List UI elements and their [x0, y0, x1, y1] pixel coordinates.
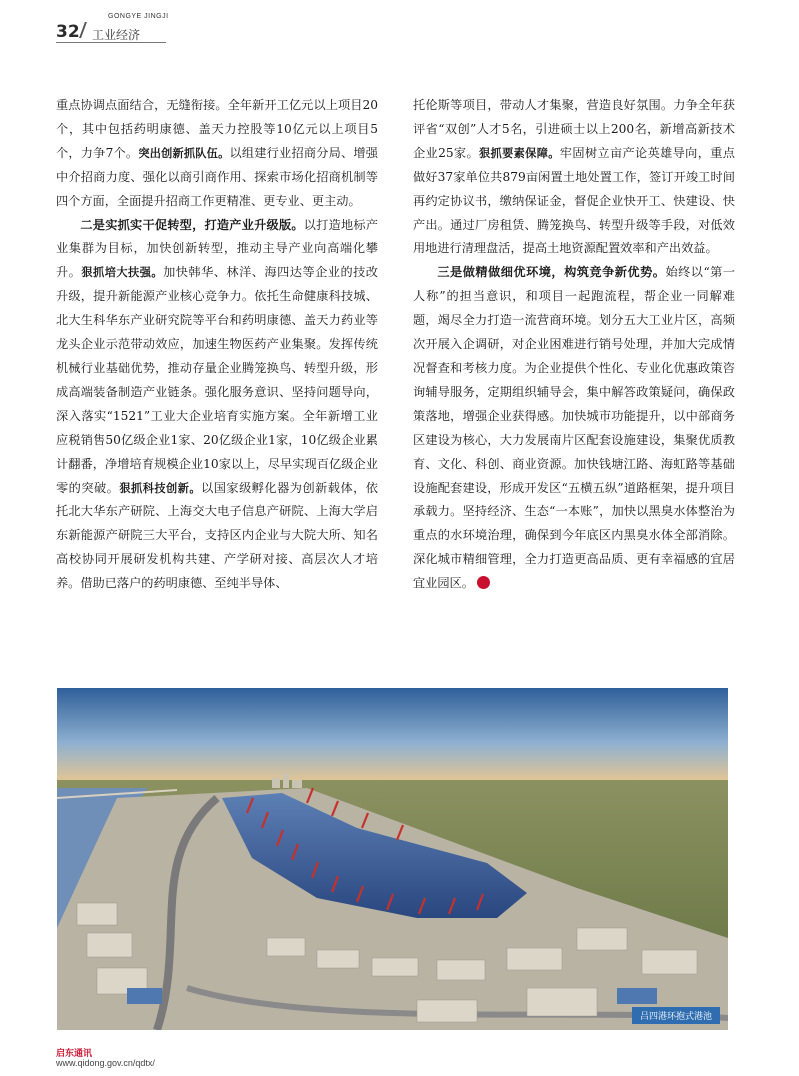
sub-heading-text: 突出创新抓队伍。: [138, 146, 230, 160]
body-text: 加快韩华、林洋、海四达等企业的技改升级，提升新能源产业核心竞争力。依托生命健康科技城、北大生科华东产业研究院等平台和药明康德、盖天力药业等龙头企业示范带动效应，加速生物医药产业集聚。发挥传统机械行业基础优势，推动存量企业腾笼换鸟、转型升级，形成高端装备制造产业链条。强化服务意识、坚持问题导向，深入落实“1521”工业大企业培育实施方案。全年新增工业应税销售50亿级企业1家、20亿级企业1家，10亿级企业累计翻番，净增培育规模企业10家以上，尽早实现百亿级企业零的突破。: [56, 265, 378, 495]
section-heading-text: 三是做精做细优环境，构筑竞争新优势。: [437, 265, 666, 280]
port-aerial-photo: [57, 688, 728, 1030]
article-paragraph: [413, 94, 735, 261]
article-paragraph: [56, 94, 378, 214]
magazine-logo: 启东通讯: [56, 1049, 93, 1059]
article-end-icon: [477, 576, 490, 589]
body-text: 以国家级孵化器为创新载体，依托北大华东产研院、上海交大电子信息产研院、上海大学启东新能源产研院三大平台，支持区内企业与大院大所、知名高校协同开展研发机构共建、产学研对接、高层次人才培养。借助已落户的药明康德、至纯半导体、: [56, 480, 378, 591]
section-heading-text: 二是实抓实干促转型，打造产业升级版。: [80, 217, 304, 232]
page-number: 32: [56, 22, 80, 42]
header-rule: [56, 42, 166, 43]
body-text: 始终以“第一人称”的担当意识，和项目一起跑流程，帮企业一同解难题，竭尽全力打造一流营商环境。划分五大工业片区，高频次开展入企调研，对企业困难进行销号处理，并加大完成情况督查和考核力度。为企业提供个性化、专业化优惠政策咨询辅导服务，定期组织辅导会，集中解答政策疑问，确保政策落地，增强企业获得感。加快城市功能提升，以中部商务区建设为核心，大力发展南片区配套设施建设，集聚优质教育、文化、科创、商业资源。加快钱塘江路、海虹路等基础设施配套建设，形成开发区“五横五纵”道路框架，提升项目承载力。坚持经济、生态“一本账”，加快以黑臭水体整治为重点的水环境治理，确保到今年底区内黑臭水体全部消除。深化城市精细管理，全力打造更高品质、更有幸福感的宜居宜业园区。: [413, 265, 736, 591]
section-title: 工业经济: [92, 28, 141, 42]
body-text: 托伦斯等项目，带动人才集聚，营造良好氛围。力争全年获评省“双创”人才5名，引进硕士以上200名，新增高新技术企业25家。: [413, 98, 735, 160]
photo-caption: 吕四港环抱式港池: [632, 1007, 720, 1024]
section-pinyin: GONGYE JINGJI: [108, 13, 169, 20]
header-slash-divider: [79, 22, 87, 38]
sub-heading-text: 狠抓培大扶强。: [81, 266, 164, 280]
sub-heading-text: 狠抓科技创新。: [119, 481, 202, 495]
footer-url: www.qidong.gov.cn/qdtx/: [56, 1058, 155, 1068]
sub-heading-text: 狠抓要素保障。: [479, 146, 560, 160]
body-text: 牢固树立亩产论英雄导向，重点做好37家单位共879亩闲置土地处置工作，签订开竣工时间再约定协议书，缴纳保证金，督促企业快开工、快建设、快产出。通过厂房租赁、腾笼换鸟、转型升级等手段，对低效用地进行清理盘活，提高土地资源配置效率和产出效益。: [413, 145, 735, 256]
right-column: [413, 94, 735, 596]
body-text: 重点协调点面结合，无缝衔接。全年新开工亿元以上项目20个，其中包括药明康德、盖天力控股等10亿元以上项目5个，力争7个。: [56, 98, 378, 160]
article-paragraph: [413, 261, 735, 596]
body-text: 以组建行业招商分局、增强中介招商力度、强化以商引商作用、探索市场化招商机制等四个方面，全面提升招商工作更精准、更专业、更主动。: [56, 145, 378, 208]
port-illustration: [57, 688, 728, 1030]
body-text: 以打造地标产业集群为目标，加快创新转型，推动主导产业向高端化攀升。: [56, 217, 379, 280]
article-paragraph: [56, 214, 378, 597]
left-column: [56, 94, 378, 596]
